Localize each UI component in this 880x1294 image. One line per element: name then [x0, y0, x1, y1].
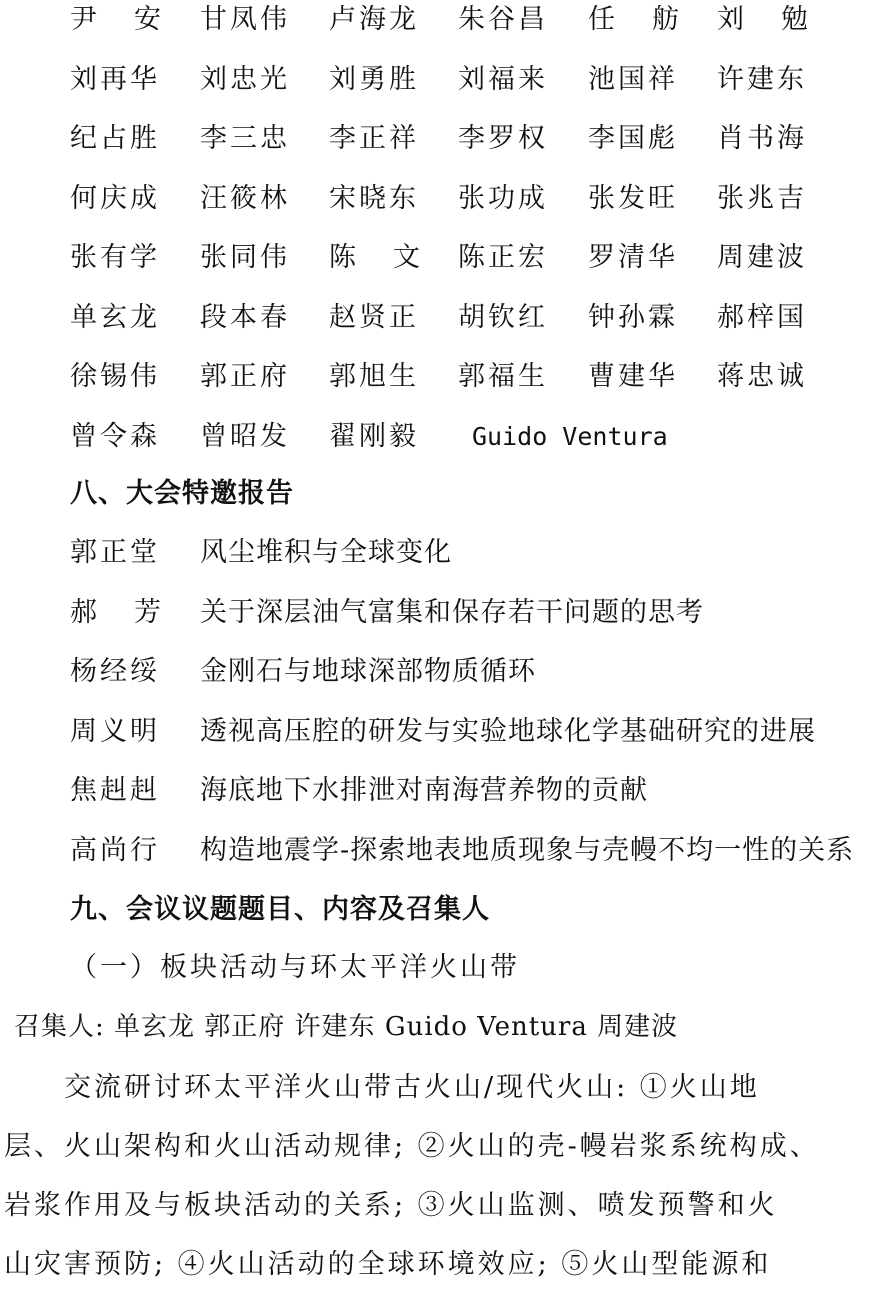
participant-name: 刘 勉: [717, 4, 808, 35]
participant-name: 肖书海: [717, 123, 807, 154]
participant-name: 任 舫: [588, 4, 679, 35]
participant-name: Guido Ventura: [472, 421, 668, 451]
participant-name: 陈 文: [329, 242, 420, 273]
description-line: 层、火山架构和火山活动规律; ②火山的壳-幔岩浆系统构成、: [4, 1131, 820, 1162]
participant-name: 纪占胜: [70, 123, 160, 154]
description-line: 交流研讨环太平洋火山带古火山/现代火山: ①火山地: [4, 1072, 760, 1103]
report-speaker: 郝 芳: [70, 596, 164, 628]
participant-name: 钟孙霖: [588, 301, 678, 333]
participant-name: 张发旺: [588, 182, 678, 214]
report-speaker: 焦赳赳: [70, 775, 160, 806]
participant-name: 罗清华: [588, 242, 678, 273]
participant-name: 刘再华: [70, 63, 160, 95]
participant-name: 宋晓东: [329, 182, 419, 214]
participant-name: 李罗权: [458, 123, 548, 154]
report-speaker: 高尚行: [70, 834, 160, 866]
participant-name: 段本春: [200, 301, 290, 333]
participant-name: 曾令森: [70, 420, 160, 452]
participant-name: 徐锡伟: [70, 361, 160, 392]
participant-name: 胡钦红: [458, 301, 548, 333]
participant-name: 刘忠光: [200, 63, 290, 95]
report-title: 透视高压腔的研发与实验地球化学基础研究的进展: [200, 715, 816, 747]
report-speaker: 周义明: [70, 715, 160, 747]
participant-name: 张功成: [458, 182, 548, 214]
participant-name: 汪筱林: [200, 182, 290, 214]
report-title: 关于深层油气富集和保存若干问题的思考: [200, 596, 704, 628]
topic-1-conveners: 召集人: 单玄龙 郭正府 许建东 Guido Ventura 周建波: [14, 1012, 679, 1042]
participant-name: 郭正府: [200, 361, 290, 392]
description-line: 山灾害预防; ④火山活动的全球环境效应; ⑤火山型能源和: [4, 1249, 772, 1280]
participant-name: 周建波: [717, 242, 807, 273]
report-speaker: 杨经绥: [70, 656, 160, 687]
report-title: 构造地震学-探索地表地质现象与壳幔不均一性的关系: [200, 834, 855, 866]
participant-name: 郭福生: [458, 361, 548, 392]
participant-name: 张有学: [70, 242, 160, 273]
participant-name: 卢海龙: [329, 4, 419, 35]
participant-name: 李三忠: [200, 123, 290, 154]
participant-name: 郭旭生: [329, 361, 419, 392]
participant-name: 蒋忠诚: [717, 361, 807, 392]
participant-name: 何庆成: [70, 182, 160, 214]
participant-name: 池国祥: [588, 63, 678, 95]
participant-name: 张兆吉: [717, 182, 807, 214]
report-title: 金刚石与地球深部物质循环: [200, 656, 536, 687]
section-9-heading: 九、会议议题题目、内容及召集人: [70, 894, 490, 925]
report-title: 海底地下水排泄对南海营养物的贡献: [200, 775, 648, 806]
topic-1-description: [4, 1058, 870, 1294]
participant-name: 刘福来: [458, 63, 548, 95]
participant-name: 尹 安: [70, 4, 161, 35]
participant-name: 曾昭发: [200, 420, 290, 452]
participant-name: 赵贤正: [329, 301, 419, 333]
participant-name: 朱谷昌: [458, 4, 548, 35]
participant-name: 李国彪: [588, 123, 678, 154]
participant-name: 刘勇胜: [329, 63, 419, 95]
participant-name: 许建东: [717, 63, 807, 95]
participant-name: 单玄龙: [70, 301, 160, 333]
participant-name: 甘凤伟: [200, 4, 290, 35]
participant-name: 李正祥: [329, 123, 419, 154]
participant-name: 曹建华: [588, 361, 678, 392]
participant-name: 陈正宏: [458, 242, 548, 273]
section-8-heading: 八、大会特邀报告: [70, 478, 294, 509]
participant-name: 翟刚毅: [329, 420, 419, 452]
description-line: 岩浆作用及与板块活动的关系; ③火山监测、喷发预警和火: [4, 1190, 778, 1221]
report-title: 风尘堆积与全球变化: [200, 537, 452, 568]
participant-name: 郝梓国: [717, 301, 807, 333]
topic-1-title: （一）板块活动与环太平洋火山带: [70, 952, 520, 983]
report-speaker: 郭正堂: [70, 537, 160, 568]
participant-name: 张同伟: [200, 242, 290, 273]
